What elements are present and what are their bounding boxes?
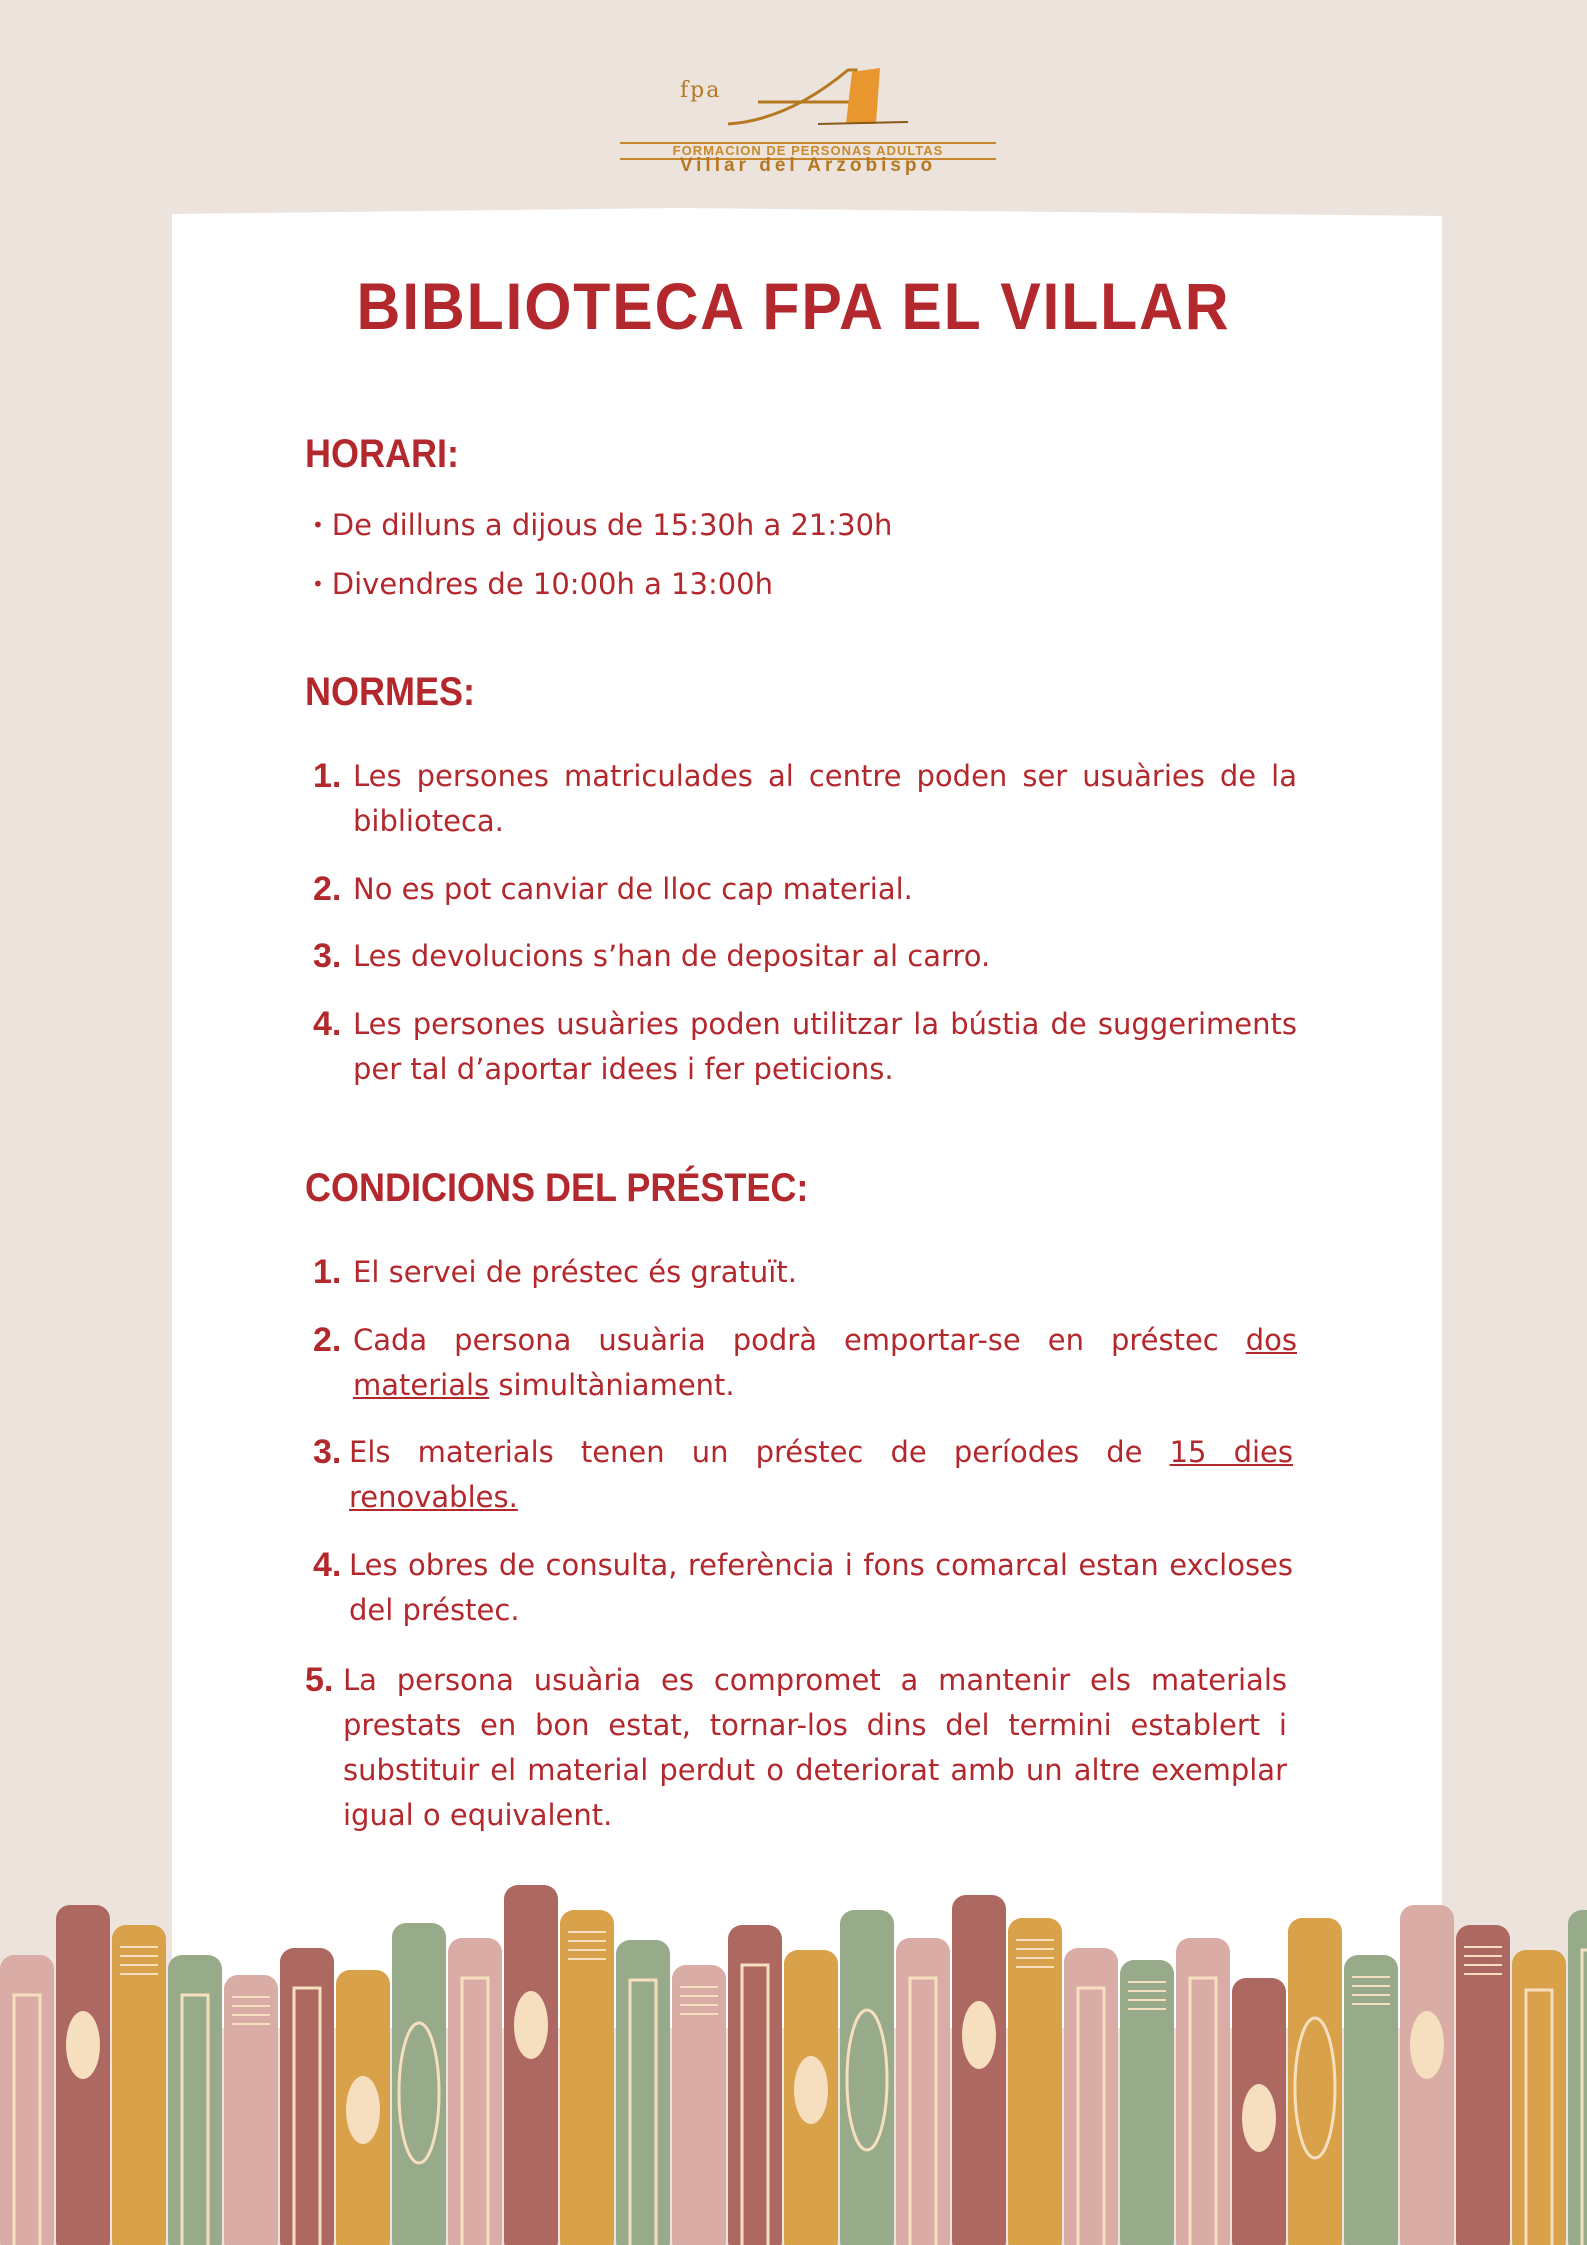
condicions-num-4: 4. (313, 1546, 342, 1584)
book-oval (794, 2056, 828, 2124)
book-spine (1344, 1955, 1398, 2245)
condicions-item-2 (353, 1318, 1297, 1408)
book-spine (952, 1895, 1006, 2245)
book-oval (514, 1991, 548, 2059)
book-spine (504, 1885, 558, 2245)
book-spine (1512, 1950, 1566, 2245)
item3-underlined: 15 dies renovables. (349, 1435, 1293, 1514)
books-decoration (0, 1870, 1587, 2245)
book-oval (66, 2011, 100, 2079)
book-spine (560, 1910, 614, 2245)
item3-text-pre: Els materials tenen un préstec de períodes de (349, 1435, 1170, 1469)
book-oval (962, 2001, 996, 2069)
condicions-item-5: La persona usuària es compromet a mantenir els materials prestats en bon estat, tornar-los dins del termini establert i substituir el material perdut o deteriorat amb un altre exemplar igual o equivalent. (343, 1663, 1287, 1832)
book-oval (346, 2076, 380, 2144)
book-spine (616, 1940, 670, 2245)
normes-item-4: Les persones usuàries poden utilitzar la bústia de suggeriments per tal d’aportar idees i fer peticions. (353, 1007, 1297, 1086)
book-spine (672, 1965, 726, 2245)
book-spine (1120, 1960, 1174, 2245)
book-spine (1568, 1910, 1587, 2245)
book-oval (1242, 2084, 1276, 2152)
horari-item-1: • De dilluns a dijous de 15:30h a 21:30h (312, 508, 892, 542)
book-oval (1410, 2011, 1444, 2079)
book-spine (168, 1955, 222, 2245)
book-spine (896, 1938, 950, 2245)
item2-underlined: dos materials (353, 1323, 1297, 1402)
book-spine (728, 1925, 782, 2245)
condicions-heading: CONDICIONS DEL PRÉSTEC: (305, 1166, 809, 1210)
condicions-num-1: 1. (313, 1253, 342, 1291)
logo-line2: Villar del Arzobispo (679, 155, 937, 176)
horari-item-2: • Divendres de 10:00h a 13:00h (312, 567, 773, 601)
normes-num-4: 4. (313, 1005, 342, 1043)
book-spine (280, 1948, 334, 2245)
normes-num-2: 2. (313, 870, 342, 908)
book-spine (1064, 1948, 1118, 2245)
normes-item-3: Les devolucions s’han de depositar al carro. (353, 939, 991, 973)
page-title: BIBLIOTECA FPA EL VILLAR (356, 269, 1231, 343)
horari-heading: HORARI: (305, 432, 459, 476)
book-spine (448, 1938, 502, 2245)
logo-fpa-text: fpa (680, 78, 722, 103)
book-spine (1176, 1938, 1230, 2245)
condicions-item-3 (349, 1430, 1293, 1520)
condicions-item-4: Les obres de consulta, referència i fons comarcal estan excloses del préstec. (349, 1548, 1293, 1627)
logo-line1: FORMACION DE PERSONAS ADULTAS (620, 142, 996, 160)
normes-num-3: 3. (313, 937, 342, 975)
book-spine (0, 1955, 54, 2245)
condicions-num-2: 2. (313, 1321, 342, 1359)
condicions-item-1: El servei de préstec és gratuït. (353, 1255, 797, 1289)
normes-num-1: 1. (313, 757, 342, 795)
normes-heading: NORMES: (305, 670, 476, 714)
item2-text-post: simultàniament. (489, 1368, 735, 1402)
normes-item-1: Les persones matriculades al centre poden ser usuàries de la biblioteca. (353, 759, 1297, 838)
item2-text-pre: Cada persona usuària podrà emportar-se en préstec (353, 1323, 1246, 1357)
condicions-num-3: 3. (313, 1433, 342, 1471)
fpa-logo (618, 62, 998, 174)
normes-item-2: No es pot canviar de lloc cap material. (353, 872, 913, 906)
condicions-num-5: 5. (305, 1661, 334, 1699)
